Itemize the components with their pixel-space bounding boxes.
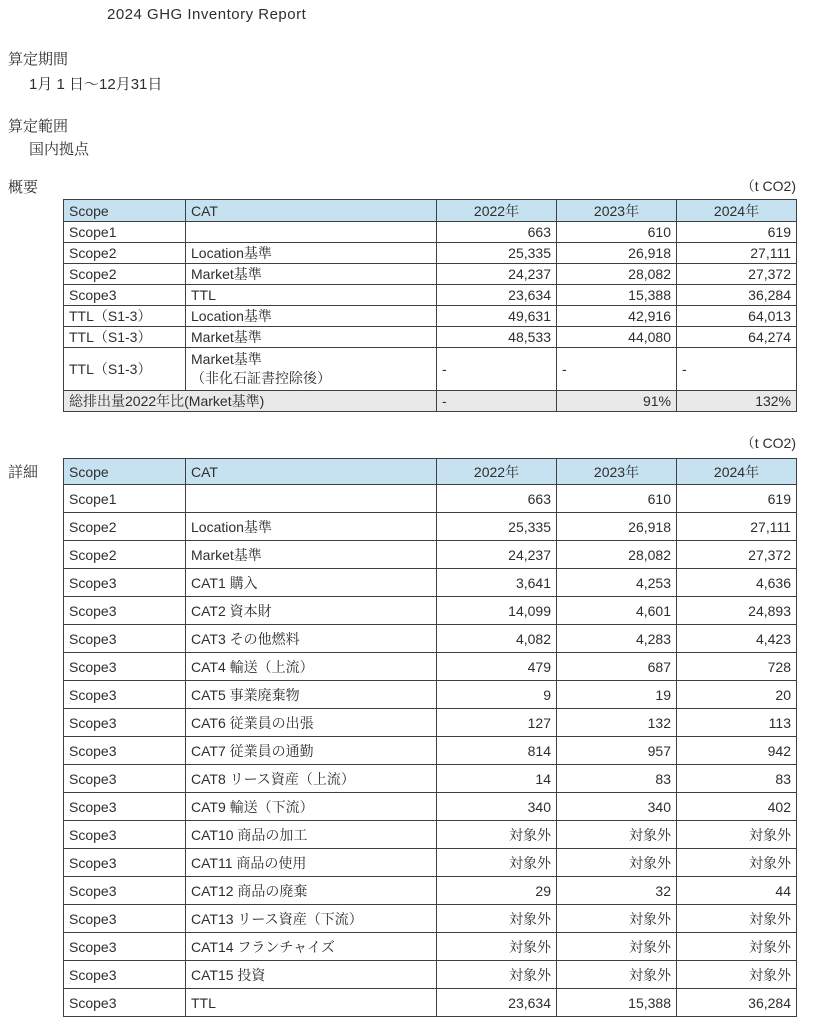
cell: 対象外 (557, 961, 677, 989)
cell: - (437, 348, 557, 391)
cell: - (677, 348, 797, 391)
cell: 27,372 (677, 541, 797, 569)
cell: 25,335 (437, 513, 557, 541)
cell: 15,388 (557, 285, 677, 306)
detail-row (64, 737, 797, 765)
cell: - (557, 348, 677, 391)
cell: 26,918 (557, 513, 677, 541)
cell: 15,388 (557, 989, 677, 1017)
cell (186, 222, 437, 243)
cell: CAT8 リース資産（上流） (186, 765, 437, 793)
detail-row (64, 541, 797, 569)
cell: Scope3 (64, 933, 186, 961)
cell: 対象外 (437, 933, 557, 961)
cell: 対象外 (677, 933, 797, 961)
cell: Scope3 (64, 569, 186, 597)
cell: Scope3 (64, 765, 186, 793)
summary-row (64, 264, 797, 285)
cell: 4,636 (677, 569, 797, 597)
cell: CAT4 輸送（上流） (186, 653, 437, 681)
cell: 23,634 (437, 285, 557, 306)
column-header: 2022年 (437, 200, 557, 222)
cell: CAT6 従業員の出張 (186, 709, 437, 737)
cell: 19 (557, 681, 677, 709)
cell: 総排出量2022年比(Market基準) (64, 391, 437, 412)
cell: Scope3 (64, 877, 186, 905)
detail-row (64, 709, 797, 737)
cell: 479 (437, 653, 557, 681)
detail-unit-label: （t CO2) (740, 435, 796, 451)
cell: 132 (557, 709, 677, 737)
cell: Market基準 (186, 541, 437, 569)
cell: TTL（S1-3） (64, 306, 186, 327)
cell: Scope3 (64, 905, 186, 933)
cell: 4,601 (557, 597, 677, 625)
calc-range-value: 国内拠点 (29, 141, 90, 158)
cell: 32 (557, 877, 677, 905)
summary-row (64, 348, 797, 391)
cell: 687 (557, 653, 677, 681)
cell: 28,082 (557, 541, 677, 569)
cell: 対象外 (677, 961, 797, 989)
cell: TTL（S1-3） (64, 327, 186, 348)
cell: 26,918 (557, 243, 677, 264)
detail-row (64, 765, 797, 793)
detail-row (64, 569, 797, 597)
detail-row (64, 681, 797, 709)
cell: CAT15 投資 (186, 961, 437, 989)
cell: CAT9 輸送（下流） (186, 793, 437, 821)
column-header: CAT (186, 459, 437, 485)
detail-section-label: 詳細 (8, 464, 39, 481)
summary-section-label: 概要 (8, 179, 39, 196)
cell: 48,533 (437, 327, 557, 348)
cell: 対象外 (437, 961, 557, 989)
cell: Scope3 (64, 821, 186, 849)
cell: 27,111 (677, 243, 797, 264)
column-header: Scope (64, 459, 186, 485)
detail-table (63, 458, 797, 1017)
cell: 340 (437, 793, 557, 821)
cell: 610 (557, 485, 677, 513)
summary-row (64, 306, 797, 327)
cell: 対象外 (557, 933, 677, 961)
cell: Scope3 (64, 793, 186, 821)
cell: Market基準 (186, 264, 437, 285)
header-row (64, 459, 797, 485)
cell: Scope3 (64, 961, 186, 989)
cell: 対象外 (557, 905, 677, 933)
summary-row (64, 243, 797, 264)
cell: 814 (437, 737, 557, 765)
column-header: Scope (64, 200, 186, 222)
detail-row (64, 653, 797, 681)
cell: 対象外 (677, 905, 797, 933)
cell: 29 (437, 877, 557, 905)
cell: CAT5 事業廃棄物 (186, 681, 437, 709)
cell: 24,237 (437, 264, 557, 285)
cell: Scope3 (64, 709, 186, 737)
column-header: 2023年 (557, 200, 677, 222)
cell: 14,099 (437, 597, 557, 625)
cell: 4,283 (557, 625, 677, 653)
cell: TTL（S1-3） (64, 348, 186, 391)
cell: CAT3 その他燃料 (186, 625, 437, 653)
cell: Scope3 (64, 625, 186, 653)
cell: 対象外 (677, 821, 797, 849)
cell: 663 (437, 485, 557, 513)
cell: Scope3 (64, 285, 186, 306)
cell: CAT14 フランチャイズ (186, 933, 437, 961)
cell: 9 (437, 681, 557, 709)
cell: Scope3 (64, 653, 186, 681)
summary-row (64, 285, 797, 306)
cell: 対象外 (557, 821, 677, 849)
cell (186, 485, 437, 513)
column-header: 2022年 (437, 459, 557, 485)
cell: Scope3 (64, 681, 186, 709)
cell: 91% (557, 391, 677, 412)
cell: Scope2 (64, 264, 186, 285)
cell: Scope3 (64, 989, 186, 1017)
cell: 36,284 (677, 285, 797, 306)
cell: 対象外 (677, 849, 797, 877)
cell: Scope3 (64, 737, 186, 765)
cell: Scope3 (64, 849, 186, 877)
detail-row (64, 821, 797, 849)
cell: 4,423 (677, 625, 797, 653)
summary-row (64, 327, 797, 348)
cell: 28,082 (557, 264, 677, 285)
cell: 44 (677, 877, 797, 905)
cell: Scope3 (64, 597, 186, 625)
column-header: CAT (186, 200, 437, 222)
cell: 20 (677, 681, 797, 709)
cell: 27,372 (677, 264, 797, 285)
cell: Scope1 (64, 485, 186, 513)
cell: 4,253 (557, 569, 677, 597)
cell: - (437, 391, 557, 412)
detail-row (64, 905, 797, 933)
cell: Market基準 (186, 327, 437, 348)
cell: Location基準 (186, 306, 437, 327)
cell: 340 (557, 793, 677, 821)
cell: 14 (437, 765, 557, 793)
summary-unit-label: （t CO2) (740, 178, 796, 194)
cell: Scope1 (64, 222, 186, 243)
cell: Scope2 (64, 513, 186, 541)
cell: 942 (677, 737, 797, 765)
cell: 619 (677, 222, 797, 243)
cell: 対象外 (557, 849, 677, 877)
cell: CAT2 資本財 (186, 597, 437, 625)
cell: 64,274 (677, 327, 797, 348)
cell: CAT13 リース資産（下流） (186, 905, 437, 933)
detail-row (64, 513, 797, 541)
column-header: 2024年 (677, 459, 797, 485)
cell: 対象外 (437, 821, 557, 849)
cell: 957 (557, 737, 677, 765)
cell: 42,916 (557, 306, 677, 327)
summary-table (63, 199, 797, 412)
cell: 3,641 (437, 569, 557, 597)
detail-row (64, 877, 797, 905)
cell: 83 (677, 765, 797, 793)
cell: 4,082 (437, 625, 557, 653)
cell: CAT10 商品の加工 (186, 821, 437, 849)
summary-row (64, 391, 797, 412)
column-header: 2023年 (557, 459, 677, 485)
cell: 27,111 (677, 513, 797, 541)
detail-row (64, 625, 797, 653)
cell: 36,284 (677, 989, 797, 1017)
cell: 127 (437, 709, 557, 737)
cell: Location基準 (186, 243, 437, 264)
cell: CAT1 購入 (186, 569, 437, 597)
cell: Location基準 (186, 513, 437, 541)
cell: Market基準 （非化石証書控除後） (186, 348, 437, 391)
detail-row (64, 485, 797, 513)
cell: TTL (186, 285, 437, 306)
cell: CAT12 商品の廃棄 (186, 877, 437, 905)
detail-row (64, 989, 797, 1017)
cell: 25,335 (437, 243, 557, 264)
cell: 663 (437, 222, 557, 243)
cell: CAT11 商品の使用 (186, 849, 437, 877)
cell: 619 (677, 485, 797, 513)
detail-row (64, 933, 797, 961)
cell: 23,634 (437, 989, 557, 1017)
cell: 対象外 (437, 849, 557, 877)
calc-range-label: 算定範囲 (8, 118, 69, 135)
cell: 83 (557, 765, 677, 793)
detail-row (64, 849, 797, 877)
cell: 24,893 (677, 597, 797, 625)
detail-row (64, 793, 797, 821)
report-title: 2024 GHG Inventory Report (107, 6, 307, 23)
cell: 対象外 (437, 905, 557, 933)
calc-period-value: 1月 1 日～12月31日 (29, 76, 163, 93)
cell: 728 (677, 653, 797, 681)
cell: 64,013 (677, 306, 797, 327)
cell: Scope2 (64, 541, 186, 569)
cell: TTL (186, 989, 437, 1017)
cell: 402 (677, 793, 797, 821)
cell: 132% (677, 391, 797, 412)
header-row (64, 200, 797, 222)
detail-row (64, 597, 797, 625)
column-header: 2024年 (677, 200, 797, 222)
cell: 24,237 (437, 541, 557, 569)
cell: 610 (557, 222, 677, 243)
cell: 49,631 (437, 306, 557, 327)
cell: 44,080 (557, 327, 677, 348)
cell: CAT7 従業員の通勤 (186, 737, 437, 765)
calc-period-label: 算定期間 (8, 51, 69, 68)
cell: 113 (677, 709, 797, 737)
detail-row (64, 961, 797, 989)
summary-row (64, 222, 797, 243)
cell: Scope2 (64, 243, 186, 264)
